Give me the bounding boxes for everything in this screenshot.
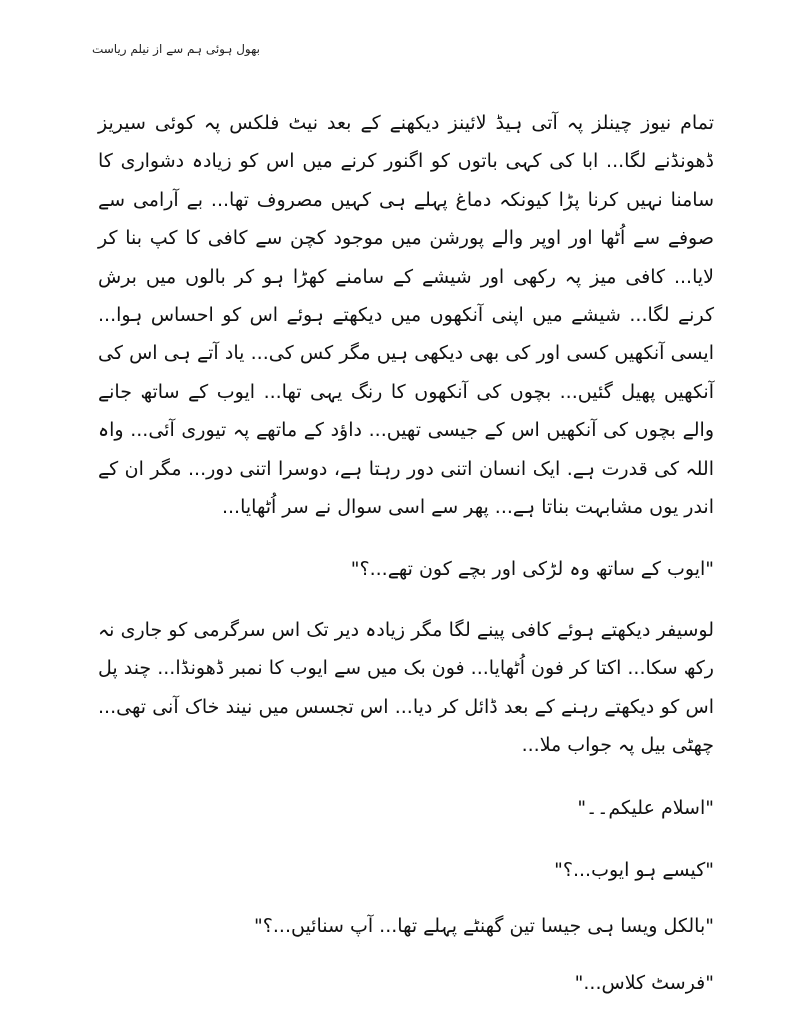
question-line: "ایوب کے ساتھ وہ لڑکی اور بچے کون تھے...؟"	[350, 558, 714, 581]
body-text	[98, 104, 714, 1024]
running-header: بھول ہوئی ہم سے از نیلم ریاست	[91, 42, 260, 56]
dialogue-line: "اسلام علیکم۔۔"	[577, 796, 714, 819]
dialogue-line: "کیسے ہو ایوب...؟"	[554, 858, 714, 881]
paragraph: تمام نیوز چینلز پہ آتی ہیڈ لائینز دیکھنے کے بعد نیٹ فلکس پہ کوئی سیریز ڈھونڈنے لگا... ابا کی کہی باتوں کو اگنور کرنے میں اس کو زیادہ دشواری کا سامنا نہیں کرنا پڑا کیونکہ دماغ پہلے ہی کہیں مصروف تھا... بے آرامی سے صوفے سے اُٹھا اور اوپر والے پورشن میں موجود کچن سے کافی کا کپ بنا کر لایا... کافی میز پہ رکھی اور شیشے کے سامنے کھڑا ہو کر بالوں میں برش کرنے لگا... شیشے میں اپنی آنکھوں میں دیکھتے ہوئے اس کو احساس ہوا... ایسی آنکھیں کسی اور کی بھی دیکھی ہیں مگر کس کی... یاد آتے ہی اس کی آنکھیں پھیل گئیں... بچوں کی آنکھوں کا رنگ یہی تھا... ایوب کے ساتھ جانے والے بچوں کی آنکھیں اس کے جیسی تھیں... داؤد کے ماتھے پہ تیوری آئی... واہ اللہ کی قدرت ہے. ایک انسان اتنی دور رہتا ہے، دوسرا اتنی دور... مگر ان کے اندر یوں مشابہت بناتا ہے... پھر سے اسی سوال نے سر اُٹھایا...	[98, 112, 714, 519]
dialogue-line: "فرسٹ کلاس..."	[574, 971, 714, 994]
paragraph: لوسیفر دیکھتے ہوئے کافی پینے لگا مگر زیادہ دیر تک اس سرگرمی کو جاری نہ رکھ سکا... اکتا کر فون اُٹھایا... فون بک میں سے ایوب کا نمبر ڈھونڈا... چند پل اس کو دیکھتے رہنے کے بعد ڈائل کر دیا... اس تجسس میں نیند خاک آنی تھی... چھٹی بیل پہ جواب ملا...	[98, 618, 714, 757]
dialogue-line: "بالکل ویسا ہی جیسا تین گھنٹے پہلے تھا... آپ سنائیں...؟"	[254, 915, 714, 938]
